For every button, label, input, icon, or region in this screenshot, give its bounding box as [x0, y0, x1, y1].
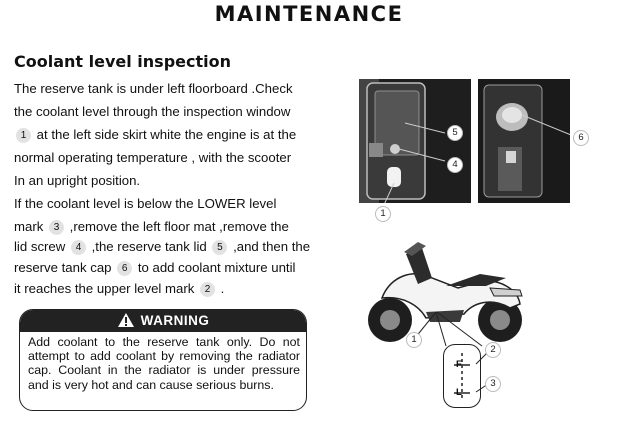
text-line: reserve tank cap 6 to add coolant mixture until	[14, 260, 296, 275]
warning-header	[20, 310, 306, 332]
text-line: lid screw 4 ,the reserve tank lid 5 ,and then the	[14, 239, 311, 254]
callout-badge: 4	[71, 240, 86, 255]
warning-triangle-icon	[117, 312, 135, 328]
scooter-illustration	[360, 238, 530, 348]
callout-lid: 5	[447, 125, 463, 141]
photo-reserve-tank-lid	[359, 79, 471, 203]
callout-lower-mark: 3	[485, 376, 501, 392]
warning-box	[19, 309, 307, 411]
text-line: it reaches the upper level mark 2 .	[14, 281, 225, 296]
section-title: Coolant level inspection	[14, 52, 231, 71]
callout-badge: 6	[117, 261, 132, 276]
text-line: The reserve tank is under left floorboard .Check	[14, 81, 293, 96]
text-line: the coolant level through the inspection window	[14, 104, 291, 119]
page-title: MAINTENANCE	[214, 2, 404, 26]
callout-window: 1	[375, 206, 391, 222]
text-line: mark 3 ,remove the left floor mat ,remove the	[14, 219, 289, 234]
tank-cap-illustration	[478, 79, 570, 203]
text-line: In an upright position.	[14, 173, 141, 188]
text-line: If the coolant level is below the LOWER level	[14, 196, 277, 211]
callout-badge: 3	[49, 220, 64, 235]
callout-scooter-window: 1	[406, 332, 422, 348]
callout-badge: 1	[16, 128, 31, 143]
callout-badge: 5	[212, 240, 227, 255]
tank-lid-illustration	[359, 79, 471, 203]
warning-text: Add coolant to the reserve tank only. Do not attempt to add coolant by removing the radiator cap. Coolant in the radiator is under pressure and is very hot and can cause serious burns.	[28, 335, 300, 392]
text-line: 1 at the left side skirt white the engine is at the	[14, 126, 296, 144]
text-line: normal operating temperature , with the scooter	[14, 150, 292, 165]
warning-title: WARNING	[140, 313, 210, 328]
callout-upper-mark: 2	[485, 342, 501, 358]
lower-level-label: L	[456, 387, 462, 398]
upper-level-label: F	[456, 359, 462, 370]
photo-reserve-tank-cap	[478, 79, 570, 203]
callout-badge: 2	[200, 282, 215, 297]
callout-screw: 4	[447, 157, 463, 173]
callout-cap: 6	[573, 130, 589, 146]
